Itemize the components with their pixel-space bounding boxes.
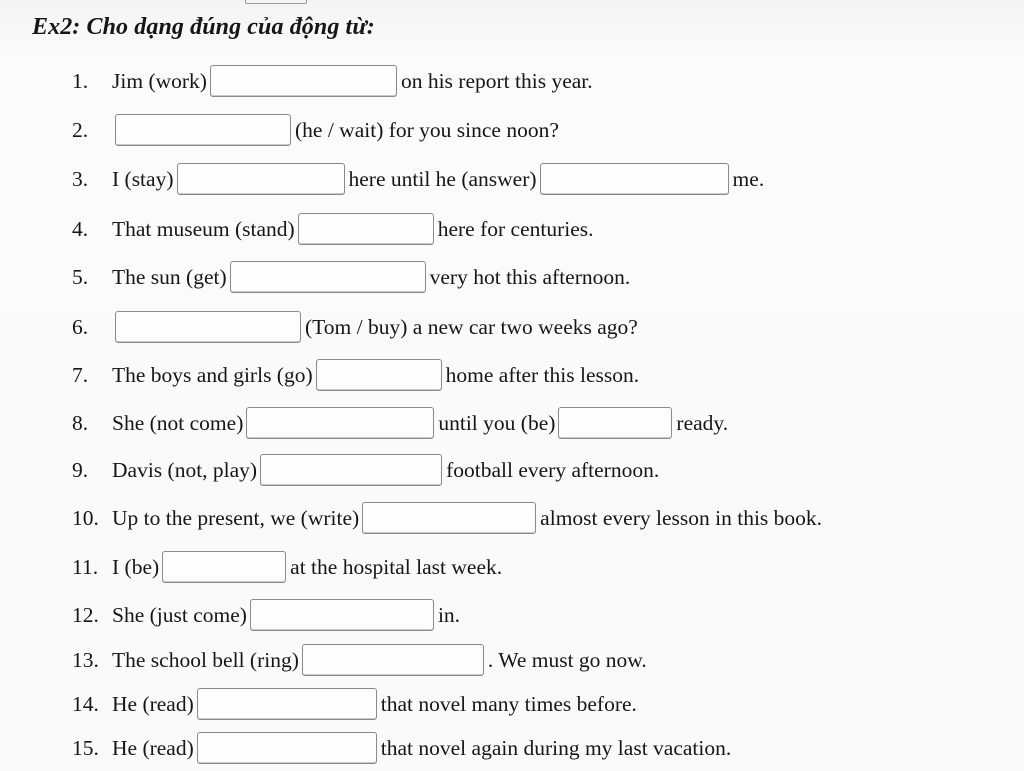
item-text: here until he (answer) bbox=[348, 166, 537, 191]
item-text: me. bbox=[732, 166, 765, 191]
item-number: 2. bbox=[72, 117, 89, 142]
item-number: 8. bbox=[72, 410, 89, 435]
item-text: I (stay) bbox=[112, 166, 174, 191]
item-number: 3. bbox=[72, 166, 89, 191]
item-text: here for centuries. bbox=[437, 216, 594, 241]
item-text: He (read) bbox=[112, 735, 194, 760]
answer-blank[interactable] bbox=[115, 311, 301, 343]
item-text: I (be) bbox=[112, 554, 160, 579]
exercise-item-8 bbox=[72, 405, 728, 441]
item-text: at the hospital last week. bbox=[290, 554, 503, 579]
item-number: 15. bbox=[72, 735, 99, 760]
answer-blank[interactable] bbox=[558, 407, 672, 439]
exercise-item-6 bbox=[72, 309, 638, 345]
item-text: The sun (get) bbox=[112, 264, 227, 289]
answer-blank[interactable] bbox=[246, 407, 434, 439]
item-number: 4. bbox=[72, 216, 89, 241]
exercise-item-1 bbox=[72, 63, 593, 99]
item-text: She (just come) bbox=[112, 602, 247, 627]
item-text: on his report this year. bbox=[400, 68, 593, 93]
item-number: 13. bbox=[72, 647, 99, 672]
answer-blank[interactable] bbox=[298, 213, 434, 245]
item-text: Up to the present, we (write) bbox=[112, 505, 360, 530]
item-text: Davis (not, play) bbox=[112, 457, 258, 482]
answer-blank[interactable] bbox=[260, 454, 442, 486]
item-text: in. bbox=[437, 602, 461, 627]
item-number: 9. bbox=[72, 457, 89, 482]
item-text: The school bell (ring) bbox=[112, 647, 299, 672]
item-number: 6. bbox=[72, 314, 89, 339]
item-text: that novel again during my last vacation. bbox=[380, 735, 732, 760]
exercise-item-9 bbox=[72, 452, 659, 488]
item-text: Jim (work) bbox=[112, 68, 207, 93]
answer-blank[interactable] bbox=[362, 502, 536, 534]
item-text: (Tom / buy) a new car two weeks ago? bbox=[305, 314, 638, 339]
item-number: 7. bbox=[72, 362, 89, 387]
item-text: almost every lesson in this book. bbox=[540, 505, 823, 530]
answer-blank[interactable] bbox=[250, 599, 434, 631]
answer-blank[interactable] bbox=[302, 644, 484, 676]
item-text: She (not come) bbox=[112, 410, 244, 435]
item-text: That museum (stand) bbox=[112, 216, 295, 241]
answer-blank[interactable] bbox=[210, 65, 397, 97]
answer-blank[interactable] bbox=[197, 732, 377, 764]
item-text: He (read) bbox=[112, 691, 194, 716]
exercise-item-14 bbox=[72, 686, 637, 722]
item-text: (he / wait) for you since noon? bbox=[295, 117, 559, 142]
item-text: home after this lesson. bbox=[445, 362, 640, 387]
answer-blank[interactable] bbox=[115, 114, 291, 146]
item-text: football every afternoon. bbox=[446, 457, 660, 482]
exercise-item-4 bbox=[72, 211, 594, 247]
answer-blank[interactable] bbox=[540, 163, 729, 195]
exercise-item-5 bbox=[72, 259, 630, 295]
item-text: The boys and girls (go) bbox=[112, 362, 313, 387]
exercise-title: Ex2: Cho dạng đúng của động từ: bbox=[32, 14, 375, 40]
exercise-item-2 bbox=[72, 112, 559, 148]
item-number: 11. bbox=[72, 554, 99, 579]
exercise-item-3 bbox=[72, 161, 764, 197]
exercise-item-13 bbox=[72, 642, 647, 678]
exercise-item-7 bbox=[72, 357, 639, 393]
answer-blank[interactable] bbox=[162, 551, 286, 583]
answer-blank[interactable] bbox=[230, 261, 426, 293]
answer-blank[interactable] bbox=[197, 688, 377, 720]
exercise-item-10 bbox=[72, 500, 822, 536]
cropped-answer-blank bbox=[245, 0, 307, 4]
exercise-item-11 bbox=[72, 549, 502, 585]
item-number: 14. bbox=[72, 691, 99, 716]
item-number: 12. bbox=[72, 602, 99, 627]
exercise-item-15 bbox=[72, 730, 731, 766]
item-text: very hot this afternoon. bbox=[429, 264, 631, 289]
answer-blank[interactable] bbox=[316, 359, 442, 391]
item-number: 5. bbox=[72, 264, 89, 289]
item-text: . We must go now. bbox=[487, 647, 647, 672]
item-number: 10. bbox=[72, 505, 99, 530]
item-number: 1. bbox=[72, 68, 89, 93]
answer-blank[interactable] bbox=[177, 163, 345, 195]
item-text: until you (be) bbox=[438, 410, 556, 435]
exercise-item-12 bbox=[72, 597, 460, 633]
item-text: that novel many times before. bbox=[380, 691, 637, 716]
item-text: ready. bbox=[676, 410, 729, 435]
